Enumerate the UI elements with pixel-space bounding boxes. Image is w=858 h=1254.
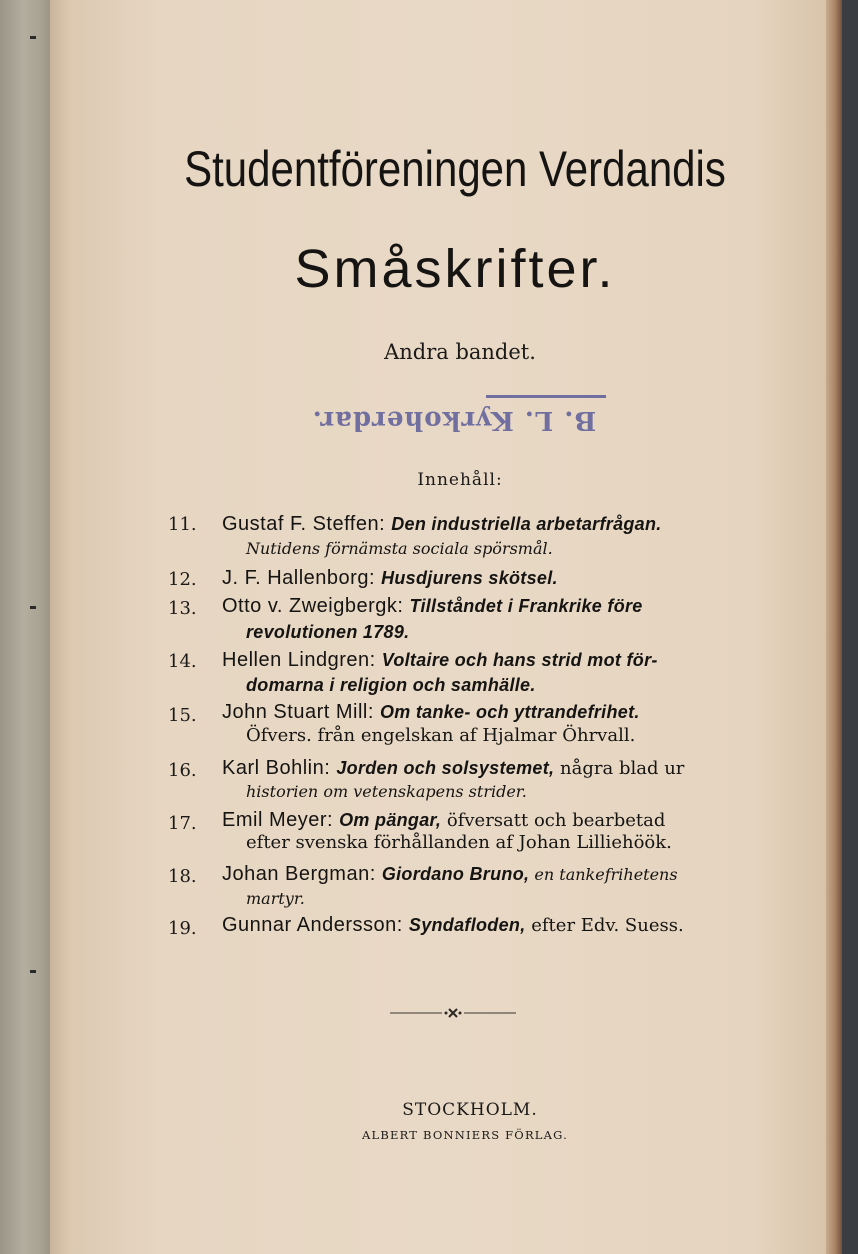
binding-mark: [30, 970, 36, 973]
volume-label: Andra bandet.: [384, 340, 536, 364]
entry-number: 12.: [168, 569, 197, 590]
entry-author: Otto v. Zweigbergk:: [222, 595, 404, 617]
entry-line: [222, 512, 762, 536]
entry-number: 14.: [168, 651, 197, 672]
entry-title: Husdjurens skötsel.: [381, 568, 558, 588]
entry-line2: revolutionen 1789.: [246, 622, 410, 642]
series-title: Studentföreningen Verdandis: [184, 141, 726, 197]
imprint-city: STOCKHOLM.: [402, 1100, 538, 1120]
entry-author: Johan Bergman:: [222, 863, 376, 885]
entry-line: [222, 862, 762, 887]
entry-author: Gunnar Andersson:: [222, 914, 403, 936]
entry-continuation: [246, 620, 786, 644]
entry-note: efter Edv. Suess.: [525, 915, 684, 936]
entry-continuation: [246, 536, 786, 561]
entry-line: [222, 594, 762, 618]
entry-author: Gustaf F. Steffen:: [222, 513, 386, 535]
entry-number: 19.: [168, 918, 197, 939]
entry-line2: martyr.: [246, 889, 305, 908]
entry-title: Jorden och solsystemet,: [336, 758, 555, 778]
entry-continuation: [246, 673, 786, 697]
entry-note: öfversatt och bearbetad: [441, 810, 666, 831]
ownership-stamp: [296, 395, 612, 447]
entry-author: J. F. Hallenborg:: [222, 567, 376, 589]
entry-line: [222, 756, 762, 781]
entry-author: John Stuart Mill:: [222, 701, 374, 723]
entry-title: Syndafloden,: [408, 915, 526, 935]
entry-number: 13.: [168, 598, 197, 619]
entry-title: Om pängar,: [339, 810, 442, 830]
entry-line: [222, 566, 762, 590]
imprint-publisher: ALBERT BONNIERS FÖRLAG.: [362, 1128, 568, 1142]
stamp-rule: [486, 395, 606, 398]
entry-line2: Nutidens förnämsta sociala spörsmål.: [246, 539, 553, 558]
page-right-edge: [826, 0, 842, 1254]
entry-author: Emil Meyer:: [222, 809, 334, 831]
entry-continuation: [246, 886, 786, 911]
entry-note: några blad ur: [554, 758, 685, 779]
entry-line: [222, 700, 762, 724]
binding-mark: [30, 606, 36, 609]
entry-title: Giordano Bruno,: [381, 864, 530, 884]
entry-number: 16.: [168, 760, 197, 781]
ornament-rule: [390, 1006, 516, 1020]
stamp-text: B. L. Kyrkoherdar.: [311, 405, 597, 435]
contents-heading: Innehåll:: [417, 470, 503, 490]
binding-mark: [30, 36, 36, 39]
entry-line: [222, 648, 762, 672]
entry-line2: efter svenska förhållanden af Johan Lilliehöök.: [246, 832, 672, 853]
entry-title: Voltaire och hans strid mot för-: [381, 650, 658, 670]
entry-author: Karl Bohlin:: [222, 757, 331, 779]
entry-line: [222, 913, 762, 938]
entry-title: Tillståndet i Frankrike före: [409, 596, 643, 616]
entry-line2: Öfvers. från engelskan af Hjalmar Öhrvall.: [246, 725, 636, 746]
entry-number: 17.: [168, 813, 197, 834]
entry-author: Hellen Lindgren:: [222, 649, 376, 671]
entry-title: Om tanke- och yttrandefrihet.: [379, 702, 640, 722]
entry-continuation: [246, 779, 786, 804]
entry-line2: historien om vetenskapens strider.: [246, 782, 527, 801]
entry-number: 15.: [168, 705, 197, 726]
entry-line2: domarna i religion och samhälle.: [246, 675, 536, 695]
entry-continuation: [246, 830, 786, 855]
entry-note: en tankefrihetens: [529, 865, 678, 884]
entry-continuation: [246, 723, 786, 748]
entry-number: 18.: [168, 866, 197, 887]
series-subtitle: Småskrifter.: [294, 239, 616, 299]
entry-title: Den industriella arbetarfrågan.: [391, 514, 662, 534]
entry-number: 11.: [168, 514, 197, 535]
